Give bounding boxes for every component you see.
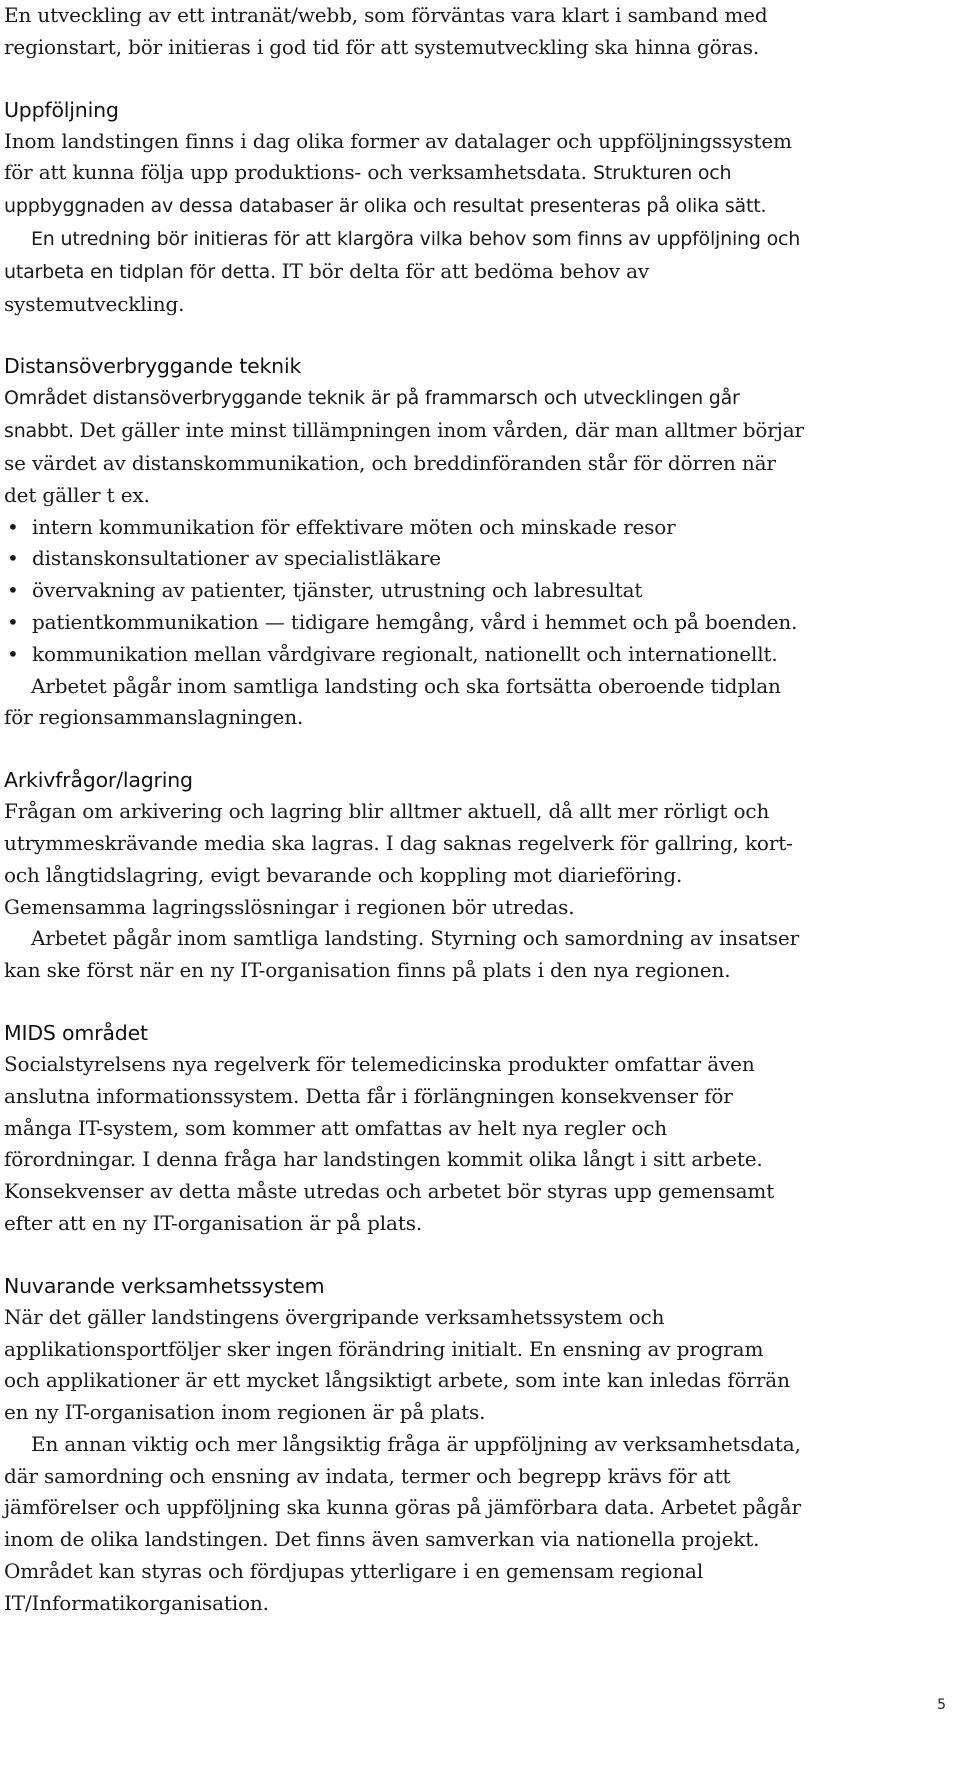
distans-paragraph-1 [4, 382, 804, 511]
list-item-text: kommunikation mellan vårdgivare regionalt, nationellt och internationellt. [32, 641, 778, 666]
list-item [4, 607, 804, 639]
page-number: 5 [937, 1697, 946, 1713]
arkiv-paragraph-1: Frågan om arkivering och lagring blir alltmer aktuell, då allt mer rörligt och utrymmeskrävande media ska lagras. I dag saknas regelverk för gallring, kort- och långtidslagring, evigt bevarande och koppling mot diarieföring. Gemensamma lagringsslösningar i regionen bör utredas. [4, 799, 793, 919]
nuvarande-paragraph-1: När det gäller landstingens övergripande verksamhetssystem och applikationsportföljer sker ingen förändring initialt. En ensning av program och applikationer är ett mycket långsiktigt arbete, som inte kan inledas förrän en ny IT-organisation inom regionen är på plats. [4, 1304, 790, 1425]
nuvarande-paragraph-2: En annan viktig och mer långsiktig fråga är uppföljning av verksamhetsdata, där samordning och ensning av indata, termer och begrepp krävs för att jämförelser och uppföljning ska kunna göras på jämförbara data. Arbetet pågår inom de olika landstingen. Det finns även samverkan via nationella projekt. Området kan styras och fördjupas ytterligare i en gemensam regional IT/Informatikorganisation. [4, 1431, 801, 1615]
list-item-text: distanskonsultationer av specialistläkare [32, 546, 441, 571]
uppfoljning-p2-sans: En utredning bör initieras för att klargöra vilka behov som finns av uppföljning och utarbeta en tidplan för detta. [4, 227, 801, 283]
list-item-text: övervakning av patienter, tjänster, utrustning och labresultat [32, 578, 643, 603]
bullet-icon: • [7, 641, 19, 666]
bullet-icon: • [7, 609, 19, 634]
arkiv-paragraph-2: Arbetet pågår inom samtliga landsting. Styrning och samordning av insatser kan ske först när en ny IT-organisation finns på plats i den nya regionen. [4, 926, 800, 983]
heading-nuvarande: Nuvarande verksamhetssystem [4, 1273, 325, 1298]
list-item-text: intern kommunikation för effektivare möten och minskade resor [32, 514, 676, 539]
bullet-icon: • [7, 546, 19, 571]
uppfoljning-paragraph-1 [4, 126, 804, 223]
uppfoljning-p1-sans: Strukturen och uppbyggnaden av dessa databaser är olika och resultat presenteras på olika sätt. [4, 162, 767, 218]
uppfoljning-paragraph-2 [4, 223, 804, 320]
heading-uppfoljning: Uppföljning [4, 97, 119, 122]
bullet-icon: • [7, 578, 19, 603]
document-page [4, 0, 804, 1620]
heading-arkiv: Arkivfrågor/lagring [4, 768, 193, 793]
distans-p1-serif: Det gäller inte minst tillämpningen inom vården, där man alltmer börjar se värdet av distanskommunikation, och breddinföranden står för dörren när det gäller t ex. [4, 418, 804, 507]
intro-paragraph: En utveckling av ett intranät/webb, som förväntas vara klart i samband med regionstart, bör initieras i god tid för att systemutveckling ska hinna göras. [4, 3, 768, 59]
list-item [4, 543, 804, 575]
distans-bullet-list [4, 512, 804, 671]
heading-distans: Distansöverbryggande teknik [4, 354, 302, 379]
heading-mids: MIDS området [4, 1020, 148, 1045]
distans-paragraph-2: Arbetet pågår inom samtliga landsting och ska fortsätta oberoende tidplan för regionsammanslagningen. [4, 673, 781, 730]
distans-p1-sans: Området distansöverbryggande teknik är på frammarsch och utvecklingen går snabbt. [4, 387, 740, 443]
list-item [4, 575, 804, 607]
mids-paragraph-1: Socialstyrelsens nya regelverk för telemedicinska produkter omfattar även anslutna informationssystem. Detta får i förlängningen konsekvenser för många IT-system, som kommer att omfattas av helt nya regler och förordningar. I denna fråga har landstingen kommit olika långt i sitt arbete. Konsekvenser av detta måste utredas och arbetet bör styras upp gemensamt efter att en ny IT-organisation är på plats. [4, 1051, 775, 1235]
uppfoljning-p1-serif: Inom landstingen finns i dag olika former av datalager och uppföljningssystem för att kunna följa upp produktions- och verksamhetsdata. [4, 128, 792, 185]
uppfoljning-p2-serif: IT bör delta för att bedöma behov av systemutveckling. [4, 258, 649, 316]
list-item-text: patientkommunikation — tidigare hemgång, vård i hemmet och på boenden. [32, 609, 798, 634]
list-item [4, 639, 804, 671]
bullet-icon: • [7, 514, 19, 539]
list-item [4, 512, 804, 544]
